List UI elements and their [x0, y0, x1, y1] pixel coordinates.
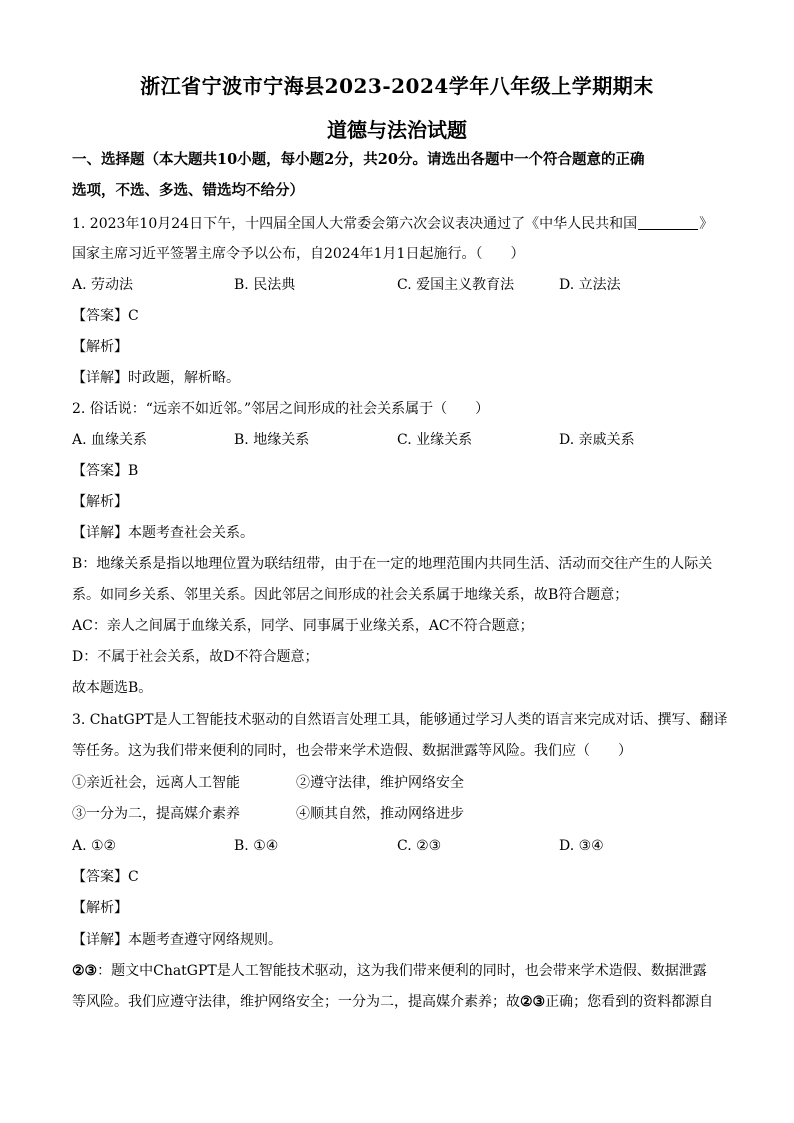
q2-explanation-line3: AC：亲人之间属于血缘关系，同学、同事属于业缘关系，AC不符合题意； [72, 618, 534, 634]
q1-option-d: D. 立法法 [559, 277, 621, 293]
q2-explanation-line1: B：地缘关系是指以地理位置为联结纽带，由于在一定的地理范围内共同生活、活动而交往产生的人际关 [72, 556, 713, 572]
q1-answer: 【答案】C [72, 308, 139, 324]
q2-explanation-line2: 系。如同乡关系、邻里关系。因此邻居之间形成的社会关系属于地缘关系，故B符合题意； [72, 587, 629, 603]
q1-stem-line1 [72, 214, 727, 234]
q2-option-b: B. 地缘关系 [234, 432, 310, 448]
q1-analysis-label: 【解析】 [72, 339, 128, 355]
q3-choice-2: ②遵守法律，维护网络安全 [296, 775, 464, 791]
q3-choice-3: ③一分为二，提高媒介素养 [72, 806, 240, 822]
q3-explanation-line2 [72, 992, 727, 1012]
q3-explanation-text2: 等风险。我们应遵守法律，维护网络安全；一分为二，提高媒介素养；故 [72, 994, 520, 1010]
q3-detail: 【详解】本题考查遵守网络规则。 [72, 932, 282, 948]
q1-stem-text: 1. 2023年10月24日下午，十四届全国人大常委会第六次会议表决通过了《中华人民共和国 [72, 216, 638, 232]
q2-explanation-line4: D：不属于社会关系，故D不符合题意； [72, 649, 319, 665]
q3-explanation-text3: 正确；您看到的资料都源自 [545, 994, 714, 1010]
q3-choice-4: ④顺其自然，推动网络进步 [296, 806, 464, 822]
q3-explanation-key2: ②③ [520, 994, 546, 1010]
q2-explanation-line5: 故本题选B。 [72, 680, 153, 696]
q3-stem-line1: 3. ChatGPT是人工智能技术驱动的自然语言处理工具，能够通过学习人类的语言来完成对话、撰写、翻译 [72, 712, 728, 728]
q2-option-d: D. 亲戚关系 [559, 432, 635, 448]
q1-answer-blank [638, 215, 698, 230]
q3-option-d: D. ③④ [559, 838, 604, 854]
section-heading-line2: 选项，不选、多选、错选均不给分） [72, 182, 304, 199]
q2-analysis-label: 【解析】 [72, 494, 128, 510]
q2-detail: 【详解】本题考查社会关系。 [72, 525, 254, 541]
q3-option-c: C. ②③ [397, 838, 442, 854]
q3-choice-1: ①亲近社会，远离人工智能 [72, 775, 240, 791]
q1-option-b: B. 民法典 [234, 277, 296, 293]
q3-analysis-label: 【解析】 [72, 900, 128, 916]
document-title: 浙江省宁波市宁海县2023-2024学年八年级上学期期末 [140, 74, 654, 98]
q2-answer: 【答案】B [72, 463, 139, 479]
q3-option-a: A. ①② [72, 838, 117, 854]
document-subtitle: 道德与法治试题 [327, 118, 467, 142]
q3-answer: 【答案】C [72, 869, 139, 885]
q1-stem-close: 》 [699, 216, 714, 232]
q3-explanation-text1: ：题文中ChatGPT是人工智能技术驱动，这为我们带来便利的同时，也会带来学术造假、数据泄露 [97, 963, 707, 979]
section-heading-line1: 一、选择题（本大题共10小题，每小题2分，共20分。请选出各题中一个符合题意的正确 [72, 151, 645, 168]
q3-option-b: B. ①④ [234, 838, 279, 854]
q2-stem: 2. 俗话说：“远亲不如近邻。”邻居之间形成的社会关系属于（ ） [72, 401, 490, 417]
q1-stem-line2: 国家主席习近平签署主席令予以公布，自2024年1月1日起施行。（ ） [72, 246, 525, 262]
q1-detail: 【详解】时政题，解析略。 [72, 370, 240, 386]
q3-explanation-key: ②③ [72, 963, 98, 979]
q1-option-c: C. 爱国主义教育法 [397, 277, 515, 293]
q2-option-a: A. 血缘关系 [72, 432, 148, 448]
q3-explanation-line1 [72, 961, 727, 981]
q2-option-c: C. 业缘关系 [397, 432, 473, 448]
q3-stem-line2: 等任务。这为我们带来便利的同时，也会带来学术造假、数据泄露等风险。我们应（ ） [72, 743, 632, 759]
q1-option-a: A. 劳动法 [72, 277, 134, 293]
